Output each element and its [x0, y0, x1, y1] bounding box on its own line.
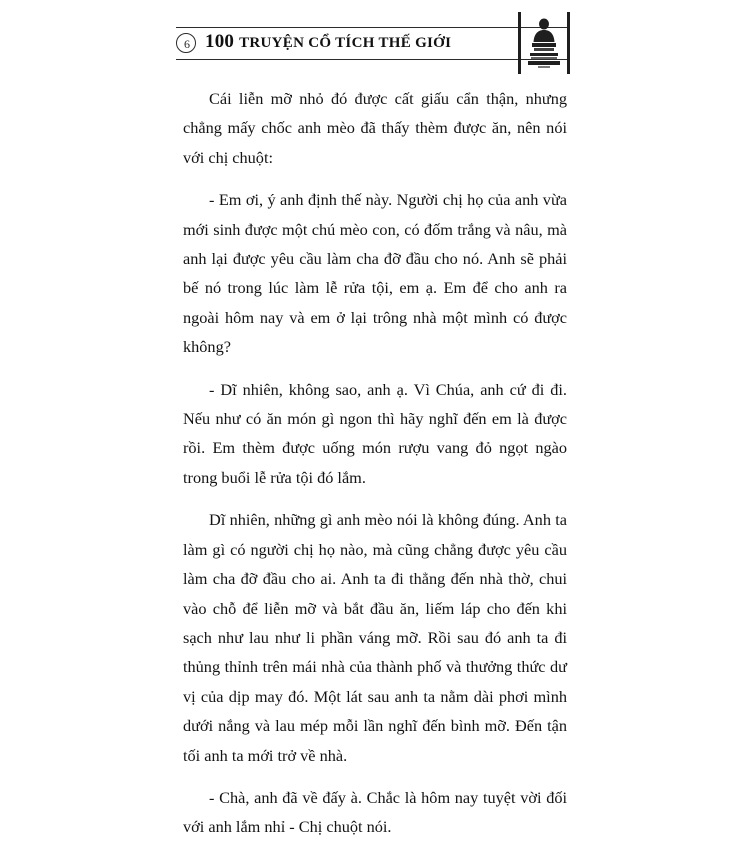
emblem-right-bar	[567, 12, 570, 74]
paragraph: - Chà, anh đã về đấy à. Chắc là hôm nay tuyệt vời đối với anh lắm nhỉ - Chị chuột nói.	[183, 787, 567, 837]
book-emblem-icon	[516, 12, 572, 74]
header-rule-top	[176, 27, 568, 28]
page-number: 6	[184, 37, 190, 51]
emblem-left-bar	[518, 12, 521, 74]
emblem-figure-icon	[524, 16, 564, 70]
header-rule-bottom	[176, 59, 568, 60]
paragraph: - Dĩ nhiên, không sao, anh ạ. Vì Chúa, anh cứ đi đi. Nếu như có ăn món gì ngon thì hãy nghĩ đến em là được rồi. Em thèm được uống món rượu vang đỏ ngọt ngào trong buổi lễ rửa tội đó lắm.	[183, 379, 567, 487]
paragraph: - Em ơi, ý anh định thế này. Người chị họ của anh vừa mới sinh được một chú mèo con, có đốm trắng và nâu, mà anh lại được yêu cầu làm cha đỡ đầu cho nó. Anh sẽ phải bế nó trong lúc làm lễ rửa tội, em ạ. Em để cho anh ra ngoài hôm nay và em ở lại trông nhà một mình có được không?	[183, 190, 567, 357]
page-number-badge	[176, 33, 198, 55]
running-head-number: 100	[205, 31, 235, 52]
running-head-text: TRUYỆN CỔ TÍCH THẾ GIỚI	[239, 35, 452, 51]
paragraph: Dĩ nhiên, những gì anh mèo nói là không đúng. Anh ta làm gì có người chị họ nào, mà cũng chẳng được yêu cầu làm cha đỡ đầu cho ai. Anh ta đi thẳng đến nhà thờ, chui vào chỗ để liễn mỡ và bắt đầu ăn, liếm láp cho đến khi sạch như lau như li phần váng mỡ. Rồi sau đó anh ta đi thủng thỉnh trên mái nhà của thành phố và thưởng thức dư vị của dịp may đó. Một lát sau anh ta nằm dài phơi mình dưới nắng và lau mép mỗi lần nghĩ đến bình mỡ. Đến tận tối anh ta mới trở về nhà.	[183, 510, 567, 765]
page-body	[183, 84, 567, 842]
running-head	[205, 31, 451, 53]
paragraph: Cái liễn mỡ nhỏ đó được cất giấu cẩn thận, nhưng chẳng mấy chốc anh mèo đã thấy thèm được ăn, nên nói với chị chuột:	[183, 89, 567, 167]
